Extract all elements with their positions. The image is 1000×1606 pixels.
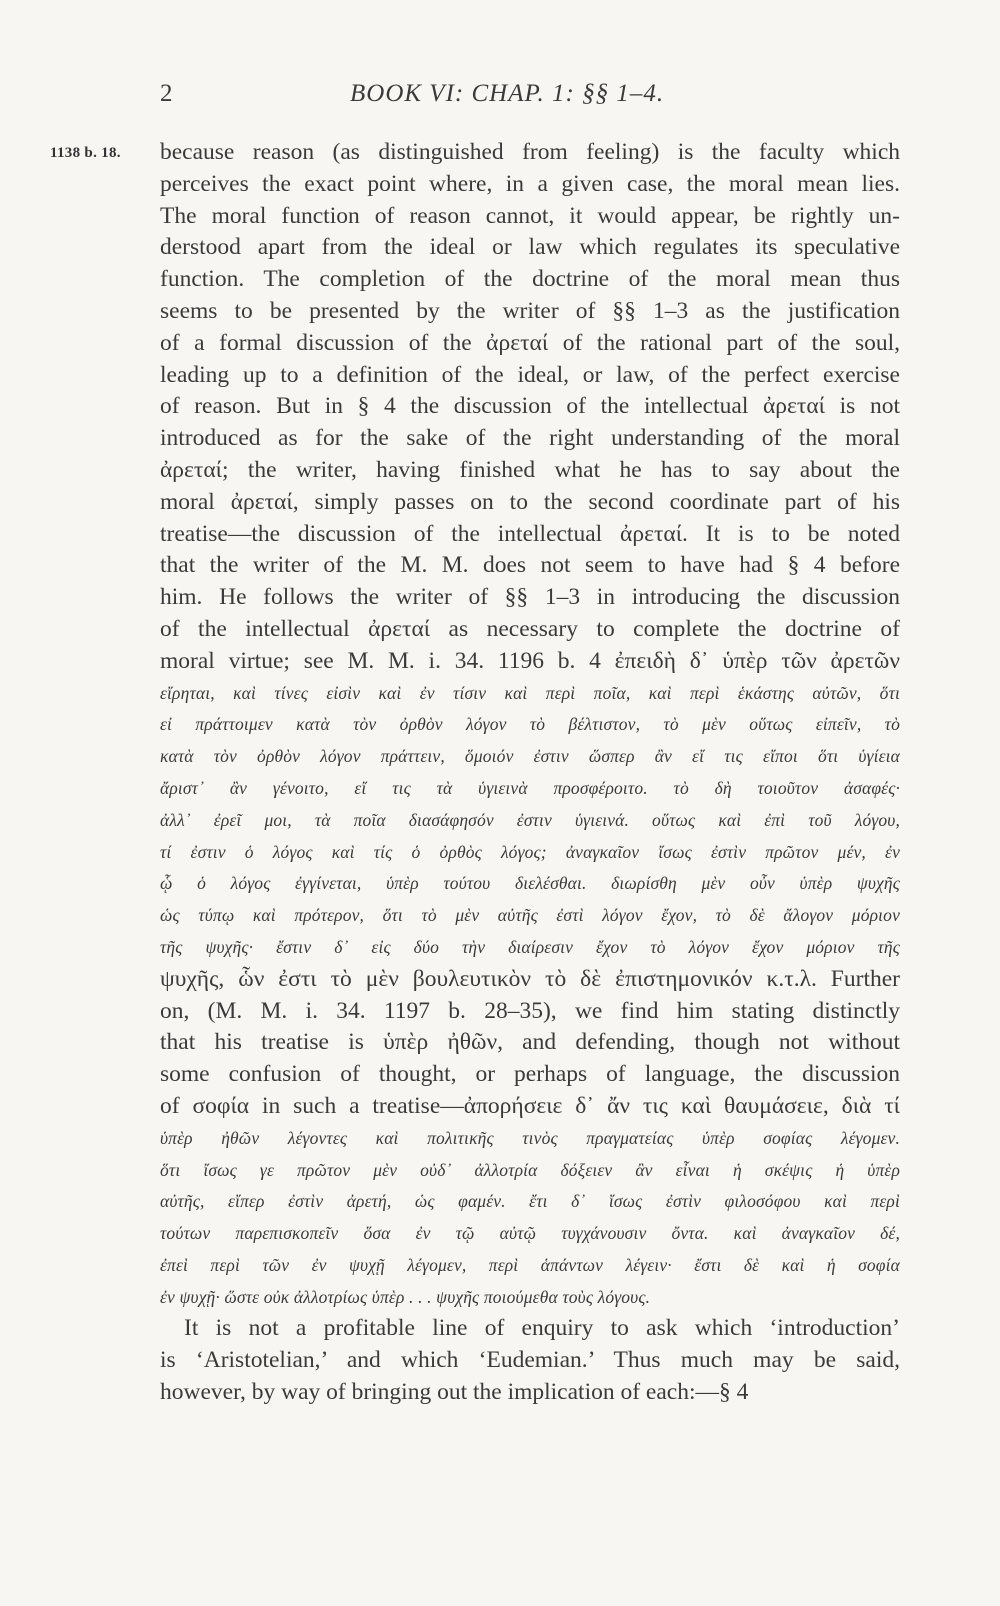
text-line: εἰ πράττοιμεν κατὰ τὸν ὀρθὸν λόγον τὸ βέλτιστον, τὸ μὲν οὕτως εἰπεῖν, τὸ: [160, 714, 900, 735]
text-line: τούτων παρεπισκοπεῖν ὅσα ἐν τῷ αὐτῷ τυγχάνουσιν ὄντα. καὶ ἀναγκαῖον δέ,: [160, 1223, 900, 1244]
text-line: ὡς τύπῳ καὶ πρότερον, ὅτι τὸ μὲν αὐτῆς ἐστὶ λόγον ἔχον, τὸ δὲ ἄλογον μόριον: [160, 905, 900, 926]
text-line: κατὰ τὸν ὀρθὸν λόγον πράττειν, ὅμοιόν ἐστιν ὥσπερ ἂν εἴ τις εἴποι ὅτι ὑγίεια: [160, 746, 900, 767]
text-line: ἐν ψυχῇ· ὥστε οὐκ ἀλλοτρίως ὑπὲρ . . . ψυχῆς ποιούμεθα τοὺς λόγους.: [160, 1286, 651, 1307]
text-line: ᾧ ὁ λόγος ἐγγίνεται, ὑπὲρ τούτου διελέσθαι. διωρίσθη μὲν οὖν ὑπὲρ ψυχῆς: [160, 873, 900, 894]
text-line: some confusion of thought, or perhaps of language, the discussion: [160, 1061, 900, 1088]
text-line: It is not a profitable line of enquiry to ask which ‘introduction’: [184, 1315, 900, 1342]
text-line: moral virtue; see M. M. i. 34. 1196 b. 4 ἐπειδὴ δ᾽ ὑπὲρ τῶν ἀρετῶν: [160, 647, 900, 674]
text-line: of the intellectual ἀρεταί as necessary to complete the doctrine of: [160, 615, 900, 642]
text-line: leading up to a definition of the ideal, or law, of the perfect exercise: [160, 361, 900, 388]
text-line: of reason. But in § 4 the discussion of the intellectual ἀρεταί is not: [160, 393, 900, 420]
text-line: αὐτῆς, εἴπερ ἐστὶν ἀρετή, ὡς φαμέν. ἔτι δ᾽ ἴσως ἐστὶν φιλοσόφου καὶ περὶ: [160, 1191, 900, 1212]
text-line: τί ἐστιν ὁ λόγος καὶ τίς ὁ ὀρθὸς λόγος; ἀναγκαῖον ἴσως ἐστὶν πρῶτον μέν, ἐν: [160, 841, 900, 862]
text-line: τῆς ψυχῆς· ἔστιν δ᾽ εἰς δύο τὴν διαίρεσιν ἔχον τὸ λόγον ἔχον μόριον τῆς: [160, 936, 900, 957]
text-line: of a formal discussion of the ἀρεταί of the rational part of the soul,: [160, 329, 900, 356]
text-line: ἀρεταί; the writer, having finished what he has to say about the: [160, 456, 900, 483]
text-line: ὑπὲρ ἠθῶν λέγοντες καὶ πολιτικῆς τινὸς πραγματείας ὑπὲρ σοφίας λέγομεν.: [160, 1127, 900, 1148]
text-line: The moral function of reason cannot, it would appear, be rightly un-: [160, 202, 900, 229]
text-line: ἀλλ᾽ ἐρεῖ μοι, τὰ ποῖα διασάφησόν ἐστιν ὑγιεινά. οὕτως καὶ ἐπὶ τοῦ λόγου,: [160, 809, 900, 830]
text-line: ἐπεὶ περὶ τῶν ἐν ψυχῇ λέγομεν, περὶ ἁπάντων λέγειν· ἔστι δὲ καὶ ἡ σοφία: [160, 1254, 900, 1275]
text-line: on, (M. M. i. 34. 1197 b. 28–35), we find him stating distinctly: [160, 997, 900, 1024]
page-number: 2: [160, 80, 174, 107]
marginal-reference: 1138 b. 18.: [50, 145, 121, 161]
text-line: perceives the exact point where, in a given case, the moral mean lies.: [160, 170, 900, 197]
text-line: him. He follows the writer of §§ 1–3 in introducing the discussion: [160, 584, 900, 611]
text-line: moral ἀρεταί, simply passes on to the second coordinate part of his: [160, 488, 900, 515]
text-line: of σοφία in such a treatise—ἀπορήσειε δ᾽ ἄν τις καὶ θαυμάσειε, διὰ τί: [160, 1092, 900, 1119]
text-line: ὅτι ἴσως γε πρῶτον μὲν οὐδ᾽ ἀλλοτρία δόξειεν ἂν εἶναι ἡ σκέψις ἡ ὑπὲρ: [160, 1159, 900, 1180]
text-line: function. The completion of the doctrine of the moral mean thus: [160, 266, 900, 293]
text-line: that the writer of the M. M. does not seem to have had § 4 before: [160, 552, 900, 579]
text-line: because reason (as distinguished from feeling) is the faculty which: [160, 139, 900, 165]
text-line: treatise—the discussion of the intellectual ἀρεταί. It is to be noted: [160, 520, 900, 547]
text-line: εἴρηται, καὶ τίνες εἰσὶν καὶ ἐν τίσιν καὶ περὶ ποῖα, καὶ περὶ ἑκάστης αὐτῶν, ὅτι: [160, 682, 900, 703]
text-line: that his treatise is ὑπὲρ ἠθῶν, and defending, though not without: [160, 1029, 900, 1056]
text-line: seems to be presented by the writer of §§ 1–3 as the justification: [160, 297, 900, 324]
text-line: derstood apart from the ideal or law which regulates its speculative: [160, 234, 900, 261]
text-line: ἄριστ᾽ ἂν γένοιτο, εἴ τις τὰ ὑγιεινὰ προσφέροιτο. τὸ δὴ τοιοῦτον ἀσαφές·: [160, 777, 900, 798]
text-line: introduced as for the sake of the right understanding of the moral: [160, 425, 900, 452]
text-line: ψυχῆς, ὧν ἐστι τὸ μὲν βουλευτικὸν τὸ δὲ ἐπιστημονικόν κ.τ.λ. Further: [160, 965, 900, 992]
text-line: is ‘Aristotelian,’ and which ‘Eudemian.’ Thus much may be said,: [160, 1347, 900, 1374]
running-title: BOOK VI: CHAP. 1: §§ 1–4.: [350, 80, 665, 107]
body-text: [160, 137, 900, 1409]
text-line: however, by way of bringing out the implication of each:—§ 4: [160, 1379, 749, 1406]
